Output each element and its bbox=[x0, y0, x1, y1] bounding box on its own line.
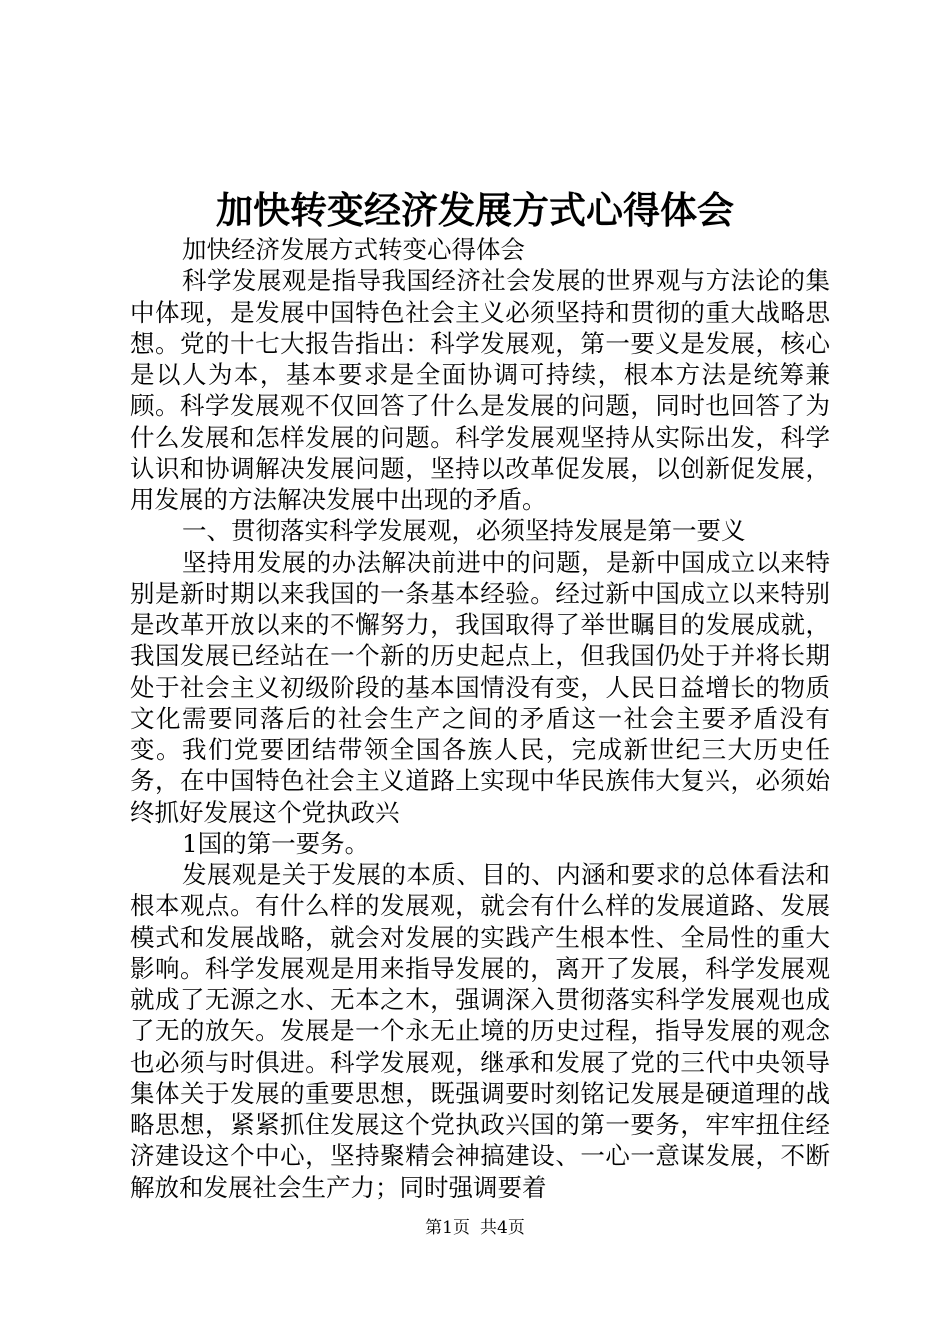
section-heading: 一、贯彻落实科学发展观，必须坚持发展是第一要义 bbox=[182, 516, 746, 546]
page-total: 共4页 bbox=[480, 1218, 525, 1238]
intro-paragraph: 科学发展观是指导我国经济社会发展的世界观与方法论的集中体现，是发展中国特色社会主义必须坚持和贯彻的重大战略思想。党的十七大报告指出：科学发展观，第一要义是发展，核心是以人为本，基本要求是全面协调可持续，根本方法是统筹兼顾。科学发展观不仅回答了什么是发展的问题，同时也回答了为什么发展和怎样发展的问题。科学发展观坚持从实际出发，科学认识和协调解决发展问题，坚持以改革促发展，以创新促发展，用发展的方法解决发展中出现的矛盾。 bbox=[130, 266, 830, 514]
body-paragraph: 坚持用发展的办法解决前进中的问题，是新中国成立以来特别是新时期以来我国的一条基本经验。经过新中国成立以来特别是改革开放以来的不懈努力，我国取得了举世瞩目的发展成就，我国发展已经站在一个新的历史起点上，但我国仍处于并将长期处于社会主义初级阶段的基本国情没有变，人民日益增长的物质文化需要同落后的社会生产之间的矛盾这一社会主要矛盾没有变。我们党要团结带领全国各族人民，完成新世纪三大历史任务，在中国特色社会主义道路上实现中华民族伟大复兴，必须始终抓好发展这个党执政兴 bbox=[130, 547, 830, 827]
document-title: 加快转变经济发展方式心得体会 bbox=[216, 188, 734, 232]
page-number: 第1页 bbox=[425, 1218, 470, 1238]
subtitle-paragraph: 加快经济发展方式转变心得体会 bbox=[182, 235, 525, 264]
document-body bbox=[130, 234, 830, 1203]
page-footer bbox=[0, 1216, 950, 1240]
body-paragraph: 发展观是关于发展的本质、目的、内涵和要求的总体看法和根本观点。有什么样的发展观，就会有什么样的发展道路、发展模式和发展战略，就会对发展的实践产生根本性、全局性的重大影响。科学发展观是用来指导发展的，离开了发展，科学发展观就成了无源之水、无本之木，强调深入贯彻落实科学发展观也成了无的放矢。发展是一个永无止境的历史过程，指导发展的观念也必须与时俱进。科学发展观，继承和发展了党的三代中央领导集体关于发展的重要思想，既强调要时刻铭记发展是硬道理的战略思想，紧紧抓住发展这个党执政兴国的第一要务，牢牢扭住经济建设这个中心，坚持聚精会神搞建设、一心一意谋发展，不断解放和发展社会生产力；同时强调要着 bbox=[130, 860, 830, 1202]
body-paragraph: 1国的第一要务。 bbox=[182, 828, 370, 858]
